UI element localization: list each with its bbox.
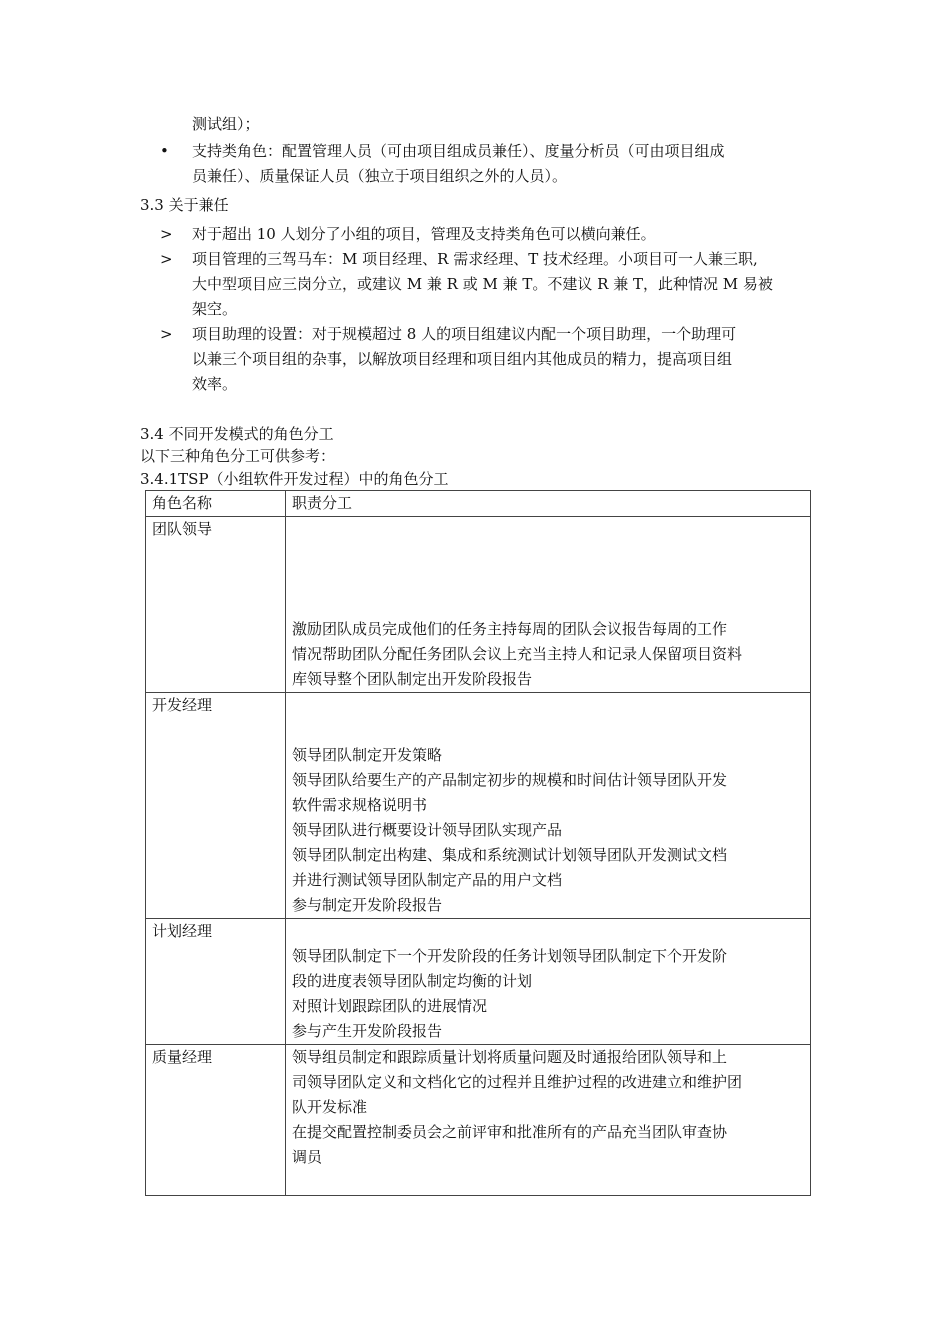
table-row	[146, 919, 811, 1045]
concurrent-roles-item: 对于超出 10 人划分了小组的项目，管理及支持类角色可以横向兼任。	[192, 225, 656, 243]
assistant-item-line-3: 效率。	[192, 375, 238, 393]
arrow-bullet: >	[160, 325, 173, 343]
duties-cell	[286, 919, 811, 1045]
support-roles-line-1: 支持类角色：配置管理人员（可由项目组成员兼任）、度量分析员（可由项目组成	[192, 142, 725, 160]
duty-line: 并进行测试领导团队制定产品的用户文档	[292, 871, 563, 889]
assistant-item-line-2: 以兼三个项目组的杂事，以解放项目经理和项目组内其他成员的精力，提高项目组	[192, 350, 733, 368]
role-cell: 团队领导	[146, 517, 286, 693]
duty-line	[292, 718, 804, 743]
duty-line: 情况帮助团队分配任务团队会议上充当主持人和记录人保留项目资料	[292, 645, 743, 663]
troika-item-line-1: 项目管理的三驾马车：M 项目经理、R 需求经理、T 技术经理。小项目可一人兼三职,	[192, 250, 758, 268]
duty-line: 参与产生开发阶段报告	[292, 1022, 443, 1040]
role-cell: 质量经理	[146, 1045, 286, 1196]
duty-line	[292, 517, 804, 542]
duty-line: 参与制定开发阶段报告	[292, 896, 443, 914]
duty-line: 段的进度表领导团队制定均衡的计划	[292, 972, 533, 990]
duty-line: 调员	[292, 1148, 323, 1166]
troika-item-line-3: 架空。	[192, 300, 238, 318]
duty-line: 领导团队给要生产的产品制定初步的规模和时间估计领导团队开发	[292, 771, 728, 789]
role-cell: 计划经理	[146, 919, 286, 1045]
tsp-subheading: 3.4.1TSP（小组软件开发过程）中的角色分工	[140, 470, 449, 488]
duty-line: 对照计划跟踪团队的进展情况	[292, 997, 488, 1015]
table-header-row	[146, 491, 811, 517]
duty-line: 领导团队进行概要设计领导团队实现产品	[292, 821, 563, 839]
duty-line: 软件需求规格说明书	[292, 796, 428, 814]
continued-text-line: 测试组）；	[192, 115, 260, 133]
duty-line	[292, 542, 804, 567]
duty-line: 库领导整个团队制定出开发阶段报告	[292, 670, 533, 688]
duties-cell	[286, 517, 811, 693]
duty-line: 领导组员制定和跟踪质量计划将质量问题及时通报给团队领导和上	[292, 1048, 728, 1066]
troika-item-line-2: 大中型项目应三岗分立，或建议 M 兼 R 或 M 兼 T。不建议 R 兼 T，此种情况 M 易被	[192, 275, 773, 293]
duty-line: 激励团队成员完成他们的任务主持每周的团队会议报告每周的工作	[292, 620, 728, 638]
duty-line: 在提交配置控制委员会之前评审和批准所有的产品充当团队审查协	[292, 1123, 728, 1141]
duty-line: 领导团队制定下一个开发阶段的任务计划领导团队制定下个开发阶	[292, 947, 728, 965]
table-row	[146, 693, 811, 919]
duties-cell	[286, 693, 811, 919]
section-3-4-heading: 3.4 不同开发模式的角色分工	[140, 425, 334, 443]
header-role-name: 角色名称	[146, 491, 286, 517]
duty-line	[292, 693, 804, 718]
duty-line	[292, 592, 804, 617]
arrow-bullet: >	[160, 225, 173, 243]
header-duties: 职责分工	[286, 491, 811, 517]
table-row	[146, 1045, 811, 1196]
duty-line: 队开发标准	[292, 1098, 368, 1116]
arrow-bullet: >	[160, 250, 173, 268]
duty-line	[292, 567, 804, 592]
section-3-4-intro: 以下三种角色分工可供参考：	[140, 447, 336, 465]
role-cell: 开发经理	[146, 693, 286, 919]
roles-table	[145, 490, 811, 1196]
duty-line: 司领导团队定义和文档化它的过程并且维护过程的改进建立和维护团	[292, 1073, 743, 1091]
section-3-3-heading: 3.3 关于兼任	[140, 196, 229, 214]
table-row	[146, 517, 811, 693]
assistant-item-line-1: 项目助理的设置：对于规模超过 8 人的项目组建议内配一个项目助理，一个助理可	[192, 325, 737, 343]
duty-line: 领导团队制定开发策略	[292, 746, 443, 764]
duty-line: 领导团队制定出构建、集成和系统测试计划领导团队开发测试文档	[292, 846, 728, 864]
duty-line	[292, 919, 804, 944]
bullet-dot: •	[160, 142, 169, 160]
duties-cell	[286, 1045, 811, 1196]
support-roles-line-2: 员兼任）、质量保证人员（独立于项目组织之外的人员）。	[192, 167, 568, 185]
duty-line	[292, 1170, 804, 1195]
